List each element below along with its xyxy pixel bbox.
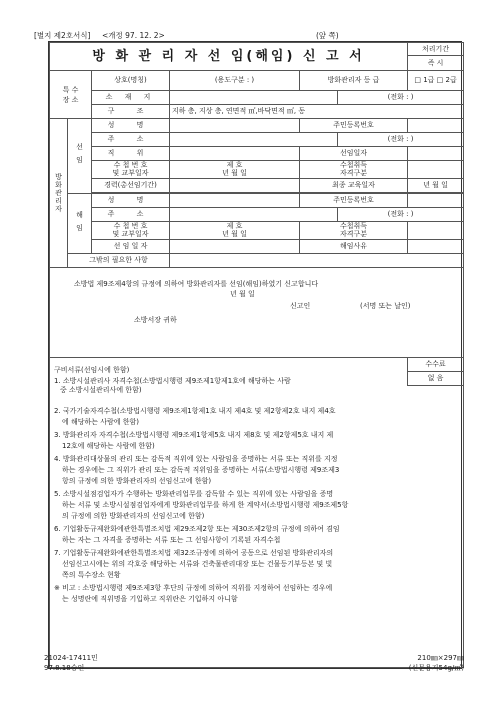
form-number: [별지 제2호서식] bbox=[34, 31, 91, 40]
doc-item: 에 해당하는 사람에 한함) bbox=[62, 418, 140, 426]
dismiss-rrn-field[interactable] bbox=[408, 194, 464, 208]
structure-field[interactable]: 지하 층, 지상 층, 연면적 ㎡,바닥면적 ㎡, 동 bbox=[170, 105, 464, 119]
appoint-name-field[interactable] bbox=[170, 119, 300, 133]
dismiss-reason-field[interactable] bbox=[408, 240, 464, 254]
appoint-cert-type-label: 수첩취득 자격구분 bbox=[300, 161, 408, 179]
doc-item: 하는 경우에는 그 직위가 관리 또는 감독적 직위임을 증명하는 서류(소방법시행령 제9조제3 bbox=[62, 466, 340, 474]
form-table bbox=[49, 42, 464, 668]
fee-value: 없 음 bbox=[427, 374, 444, 382]
dismiss-phone[interactable]: (전화 : ) bbox=[338, 208, 464, 222]
page-side: (앞 쪽) bbox=[316, 31, 339, 40]
dismiss-name-field[interactable] bbox=[170, 194, 300, 208]
doc-item: 12호에 해당하는 사람에 한함) bbox=[62, 442, 155, 450]
paper-size: 210㎜×297㎜ bbox=[417, 654, 464, 662]
target-phone[interactable]: (전화 : ) bbox=[338, 91, 464, 105]
appoint-cert-label: 수 첩 번 호 및 교부일자 bbox=[92, 161, 170, 179]
form-code: 21024-17411민 bbox=[44, 654, 98, 662]
appoint-address-field[interactable] bbox=[170, 133, 338, 147]
dismiss-appoint-date-label: 선 임 일 자 bbox=[92, 240, 170, 254]
documents-title: 구비서류(선임시에 한함) bbox=[54, 366, 130, 374]
appoint-position-label: 직 위 bbox=[92, 147, 170, 161]
doc-item: 2. 국가기술자격수첩(소방법시행령 제9조제1항제1호 내지 제4호 및 제2항제2호 내지 제4호 bbox=[54, 407, 336, 415]
appoint-position-field[interactable] bbox=[170, 147, 300, 161]
appoint-cert-type-field[interactable] bbox=[408, 161, 464, 179]
doc-item: 항의 규정에 의한 방화관리자의 선임신고에 한함) bbox=[62, 477, 212, 485]
address-field[interactable] bbox=[170, 91, 338, 105]
dismiss-appoint-date-field[interactable] bbox=[170, 240, 300, 254]
appoint-date-field[interactable] bbox=[408, 147, 464, 161]
declaration-text: 소방법 제9조제4항의 규정에 의하여 방화관리자를 선임(해임)하였기 신고합니다 bbox=[74, 280, 319, 288]
dismiss-name-label: 성 명 bbox=[92, 194, 170, 208]
grade-label: 방화관리자 등 급 bbox=[300, 71, 408, 91]
declaration-date[interactable]: 년 월 일 bbox=[230, 290, 255, 298]
dismiss-reason-label: 해임사유 bbox=[300, 240, 408, 254]
doc-item: 쪽의 특수장소 현황 bbox=[62, 571, 121, 579]
doc-item: 1. 소방시설관리사 자격수첩(소방법시행령 제9조제1항제1호에 해당하는 사람 bbox=[54, 377, 291, 385]
address-label: 소 재 지 bbox=[92, 91, 170, 105]
approval-date: 97.8.18승인 bbox=[44, 664, 85, 672]
doc-item: 7. 기업활동규제완화에관한특별조치법 제32조규정에 의하여 공동으로 선임된 방화관리자의 bbox=[54, 549, 334, 557]
dismiss-rrn-label: 주민등록번호 bbox=[300, 194, 408, 208]
dismiss-cert-label: 수 첩 번 호 및 교부일자 bbox=[92, 222, 170, 240]
doc-item: 중 소방시설관리사에 한함) bbox=[60, 386, 142, 394]
doc-item: 6. 기업활동규제완화에관한특별조치법 제29조제2항 또는 제30조제2항의 규정에 의하여 겸임 bbox=[54, 525, 340, 533]
processing-value: 즉 시 bbox=[408, 56, 464, 71]
dismiss-address-field[interactable] bbox=[170, 208, 338, 222]
fee-label: 수수료 bbox=[408, 358, 463, 372]
appoint-cert-field[interactable]: 제 호 년 월 일 bbox=[170, 161, 300, 179]
report-form bbox=[48, 41, 462, 669]
training-label: 최종 교육일자 bbox=[300, 179, 408, 193]
appoint-address-label: 주 소 bbox=[92, 133, 170, 147]
dismissed-label: 해임 bbox=[68, 194, 92, 254]
appoint-phone[interactable]: (전화 : ) bbox=[338, 133, 464, 147]
processing-label: 처리기간 bbox=[408, 43, 464, 56]
appoint-date-label: 선임일자 bbox=[300, 147, 408, 161]
doc-item: 선임신고시에는 위의 각호중 해당하는 서류와 건축물관리대장 또는 건물등기부등본 및 빛 bbox=[62, 560, 333, 568]
form-title: 방 화 관 리 자 선 임(해임) 신 고 서 bbox=[50, 43, 408, 71]
training-field[interactable]: 년 월 일 bbox=[408, 179, 464, 193]
career-label: 경력(총선임기간) bbox=[92, 179, 170, 193]
doc-item: 5. 소방시설점검업자가 수행하는 방화관리업무를 감독할 수 있는 직위에 있는 사람임을 증명 bbox=[54, 490, 334, 498]
structure-label: 구 조 bbox=[92, 105, 170, 119]
name-label: 상호(명칭) bbox=[92, 71, 170, 91]
documents-block bbox=[50, 358, 464, 668]
doc-item: ※ 비고 : 소방법시행령 제9조제3항 후단의 규정에 의하여 직위를 지정하여 선임하는 경우에 bbox=[54, 584, 333, 592]
revision-note: <개정 97. 12. 2> bbox=[102, 31, 165, 40]
appoint-rrn-label: 주민등록번호 bbox=[300, 119, 408, 133]
paper-type: (신문용지54g/㎡) bbox=[408, 664, 464, 672]
career-field[interactable] bbox=[170, 179, 300, 193]
dismiss-cert-type-label: 수첩취득 자격구분 bbox=[300, 222, 408, 240]
dismiss-cert-type-field[interactable] bbox=[408, 222, 464, 240]
doc-item: 하는 서류 및 소방시설점검업자에게 방화관리업무를 하게 한 계약서(소방법시행령 제9조제5항 bbox=[62, 501, 349, 509]
declaration-block bbox=[50, 268, 464, 358]
doc-item: 는 성명란에 직위명을 기입하고 직위란은 기입하지 아니함 bbox=[62, 595, 238, 603]
dismiss-address-label: 주 소 bbox=[92, 208, 170, 222]
other-matters-label: 그밖의 필요한 사항 bbox=[68, 254, 170, 268]
reporter-sign[interactable]: (서명 또는 날인) bbox=[360, 302, 411, 310]
doc-item: 4. 방화관리대상물의 관리 또는 감독적 직위에 있는 사람임을 증명하는 서류 또는 직위를 지정 bbox=[54, 455, 338, 463]
recipient: 소방서장 귀하 bbox=[134, 316, 177, 324]
use-type-field[interactable]: (용도구분 : ) bbox=[170, 71, 300, 91]
other-matters-field[interactable] bbox=[170, 254, 464, 268]
manager-section-label: 방화관리자 bbox=[50, 119, 68, 268]
appointed-label: 선임 bbox=[68, 119, 92, 194]
appoint-rrn-field[interactable] bbox=[408, 119, 464, 133]
dismiss-cert-field[interactable]: 제 호 년 월 일 bbox=[170, 222, 300, 240]
target-section-label: 특 수 장 소 bbox=[50, 71, 92, 119]
doc-item: 3. 방화관리자 자격수첩(소방법시행령 제9조제1항제5호 내지 제8호 및 제2항제5호 내지 제 bbox=[54, 431, 334, 439]
grade-options[interactable]: □ 1급 □ 2급 bbox=[408, 71, 464, 91]
doc-item: 의 규정에 의한 방화관리자의 선임신고에 한함) bbox=[62, 512, 205, 520]
reporter-label: 신고인 bbox=[290, 302, 311, 310]
appoint-name-label: 성 명 bbox=[92, 119, 170, 133]
doc-item: 하는 자는 그 자격을 증명하는 서류 또는 그 선임사항이 기록된 자격수첩 bbox=[62, 536, 281, 544]
fee-box bbox=[407, 358, 463, 386]
